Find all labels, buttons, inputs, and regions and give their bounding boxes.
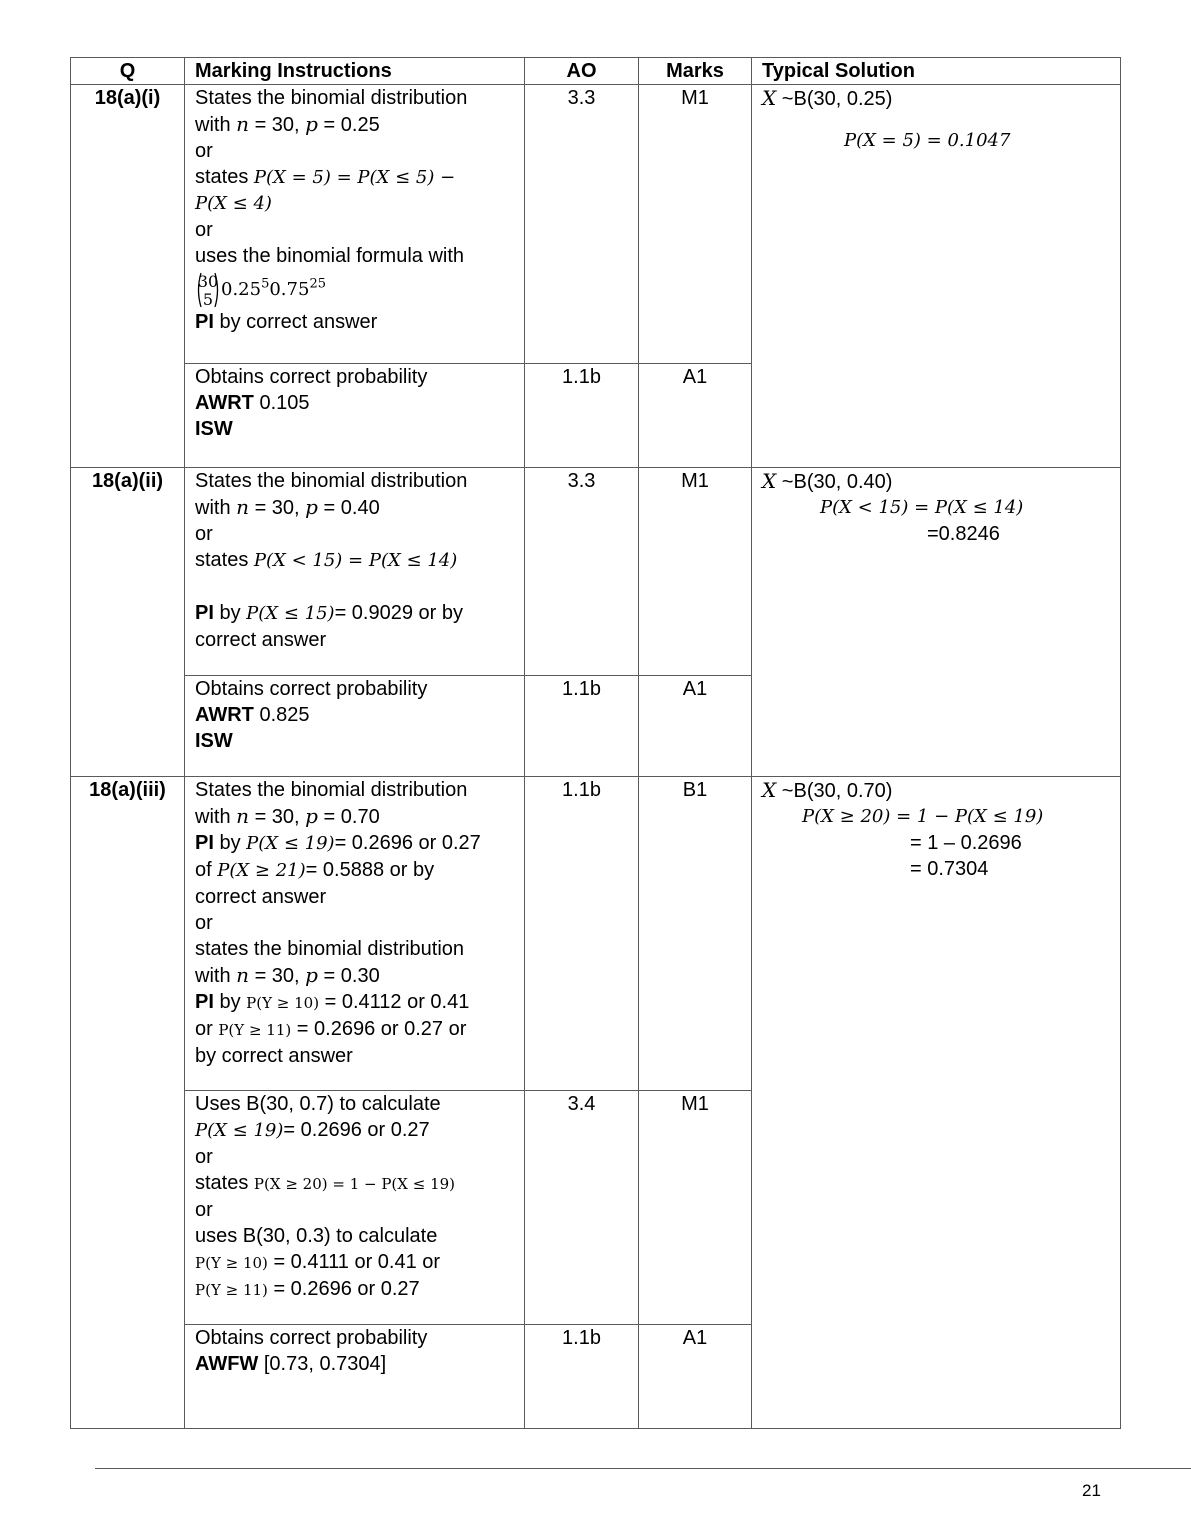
- table-row: [71, 85, 1121, 364]
- header-marking-instructions: Marking Instructions: [185, 58, 525, 85]
- ao-value: 1.1b: [525, 364, 639, 468]
- typical-solution: X ~B(30, 0.25) P(X = 5) = 0.1047: [752, 85, 1121, 468]
- binom-top: 30: [197, 271, 219, 291]
- page-number: 21: [1082, 1481, 1101, 1500]
- mark-value: A1: [639, 676, 752, 777]
- marking-instructions: Uses B(30, 0.7) to calculate P(X ≤ 19)= 0.2696 or 0.27 or states P(X ≥ 20) = 1 − P(X ≤ 19) or uses B(30, 0.3) to calculate P(Y ≥ 10) = 0.4111 or 0.41 or P(Y ≥ 11) = 0.2696 or 0.27: [185, 1091, 525, 1325]
- ao-value: 1.1b: [525, 1325, 639, 1429]
- question-label: 18(a)(i): [71, 85, 185, 468]
- marking-instructions: Obtains correct probability AWFW [0.73, 0.7304]: [185, 1325, 525, 1429]
- mark-value: M1: [639, 468, 752, 676]
- binomial-coefficient: [195, 270, 221, 310]
- marking-instructions: States the binomial distribution with n = 30, p = 0.40 or states P(X < 15) = P(X ≤ 14) PI by P(X ≤ 15)= 0.9029 or by correct answer: [185, 468, 525, 676]
- ao-value: 3.4: [525, 1091, 639, 1325]
- marking-instructions: Obtains correct probability AWRT 0.825 ISW: [185, 676, 525, 777]
- header-ao: AO: [525, 58, 639, 85]
- mark-value: A1: [639, 1325, 752, 1429]
- header-row: [71, 58, 1121, 85]
- mark-scheme-table: [70, 57, 1121, 1429]
- question-label: 18(a)(ii): [71, 468, 185, 777]
- header-q: Q: [71, 58, 185, 85]
- marking-instructions: States the binomial distribution with n = 30, p = 0.70 PI by P(X ≤ 19)= 0.2696 or 0.27 of P(X ≥ 21)= 0.5888 or by correct answer or states the binomial distribution with n = 30, p = 0.30 PI by P(Y ≥ 10) = 0.4112 or 0.41 or P(Y ≥ 11) = 0.2696 or 0.27 or by correct answer: [185, 777, 525, 1091]
- mark-value: A1: [639, 364, 752, 468]
- ao-value: 1.1b: [525, 777, 639, 1091]
- mark-value: B1: [639, 777, 752, 1091]
- typical-solution: X ~B(30, 0.70) P(X ≥ 20) = 1 − P(X ≤ 19) = 1 – 0.2696 = 0.7304: [752, 777, 1121, 1429]
- table-row: [71, 468, 1121, 676]
- marking-instructions: States the binomial distribution with n = 30, p = 0.25 or states P(X = 5) = P(X ≤ 5) − P(X ≤ 4) or uses the binomial formula with 30 5 0.25$^5$0.75$^{25}$ PI by correct answer: [185, 85, 525, 364]
- binomial-formula: 30 5 0.25$^5$0.75$^{25}$: [195, 269, 514, 309]
- header-typical-solution: Typical Solution: [752, 58, 1121, 85]
- mark-value: M1: [639, 1091, 752, 1325]
- ao-value: 1.1b: [525, 676, 639, 777]
- marking-instructions: Obtains correct probability AWRT 0.105 ISW: [185, 364, 525, 468]
- table-row: [71, 777, 1121, 1091]
- question-label: 18(a)(iii): [71, 777, 185, 1429]
- ao-value: 3.3: [525, 85, 639, 364]
- typical-solution: X ~B(30, 0.40) P(X < 15) = P(X ≤ 14) =0.8246: [752, 468, 1121, 777]
- binom-bottom: 5: [202, 289, 214, 309]
- ao-value: 3.3: [525, 468, 639, 676]
- footer-divider: [95, 1468, 1191, 1469]
- header-marks: Marks: [639, 58, 752, 85]
- mark-value: M1: [639, 85, 752, 364]
